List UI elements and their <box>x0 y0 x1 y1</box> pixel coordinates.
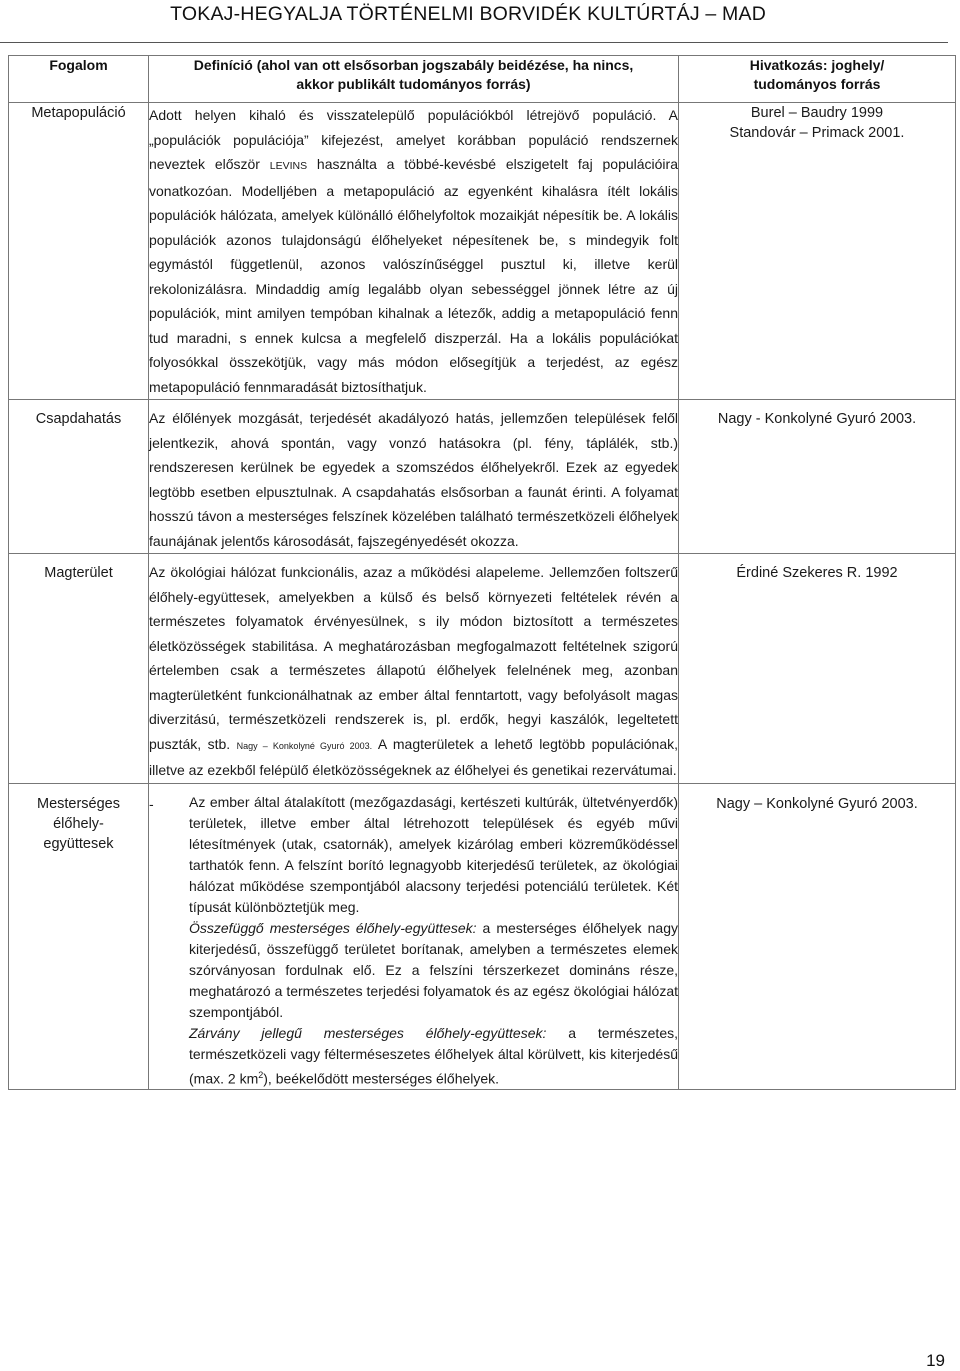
list-dash: - <box>149 795 154 812</box>
header-definition: Definíció (ahol van ott elsősorban jogszabály beidézése, ha nincs, akkor publikált tudományos forrás) <box>149 56 679 103</box>
table-row <box>9 554 956 784</box>
definitions-table <box>8 55 956 1090</box>
definition-magterulet: Az ökológiai hálózat funkcionális, azaz a működési alapeleme. Jellemzően foltszerű élőhely-együttesek, amelyekben a külső és belső környezeti feltételek révén a természetes folyamatok érvényesülnek, s ily módon biztosított a természetes életközösségek stabilitása. A meghatározásban megfogalmazott feltételnek szigorú értelemben csak a természetes állapotú élőhelyek felelnének meg, azonban magterületként funkcionálhatnak az ember által fenntartott, vagy befolyásolt magas diverzitású, természetközeli rendszerek is, pl. erdők, hegyi kaszálók, legeltetett puszták, stb. Nagy – Konkolyné Gyuró 2003. A magterületek a lehető legtöbb populációnak, illetve az ezekből felépülő életközösségeknek az élőhelyei és genetikai rezervátumai. <box>149 554 679 784</box>
definition-mesterseges-elohely-egyuttesek: - Az ember által átalakított (mezőgazdasági, kertészeti kultúrák, ültetvényerdők) területek, illetve ember által létrehozott települések és egyéb művi létesítmények (utak, csatornák), amelyek kizárólag emberi közreműködéssel tarthatók fenn. A felszínt borító legnagyobb kiterjedésű területek, az ökológiai hálózat működése szempontjából alacsony terjedési potenciálú területek. Két típusát különböztetjük meg. Összefüggő mesterséges élőhely-együttesek: a mesterséges élőhelyek nagy kiterjedésű, összefüggő területet borítanak, amelyben a természetes elemek szórványosan fordulnak elő. Ez a felszíni térszerkezet domináns része, meghatározó a természetes terjedési folyamatok és az egész ökológiai hálózat szempontjából. Zárvány jellegű mesterséges élőhely-együttesek: a természetes, természetközeli vagy félterméseszetes élőhelyek által körülvett, kis kiterjedésű (max. 2 $km^2$), beékelődött mesterséges élőhelyek. <box>149 783 679 1090</box>
term-csapdahatas: Csapdahatás <box>9 400 149 554</box>
table-header-row <box>9 56 956 103</box>
term-magterulet: Magterület <box>9 554 149 784</box>
header-reference: Hivatkozás: joghely/ tudományos forrás <box>679 56 956 103</box>
definition-metapopulacio: Adott helyen kihaló és visszatelepülő populációkból létrejövő populáció. A „populációk populációja” kifejezést, amelyet korábban populáció rendszernek neveztek először LEVINS használta a többé-kevésbé elszigetelt faj populációira vonatkozóan. Modelljében a metapopuláció az egyenként kihalásra ítélt lokális populációk hálózata, amelyek különálló élőhelyfoltok mozaikját népesítik be. A lokális populációk azonos tulajdonságú élőhelyeket népesítenek be, s mindegyik folt egymástól függetlenül, azonos valószínűséggel pusztul ki, illetve kerül rekolonizálásra. Mindaddig amíg legalább olyan sebességgel jönnek létre az új populációk, mint amilyen tempóban kihalnak a létezők, addig a metapopuláció fenn tud maradni, s ennek kulcsa a megfelelő diszperzál. Ha a lokális populációkat folyosókkal összekötjük, vagy más módon elősegítjük a terjedést, az egész metapopuláció fennmaradását biztosíthatjuk. <box>149 103 679 400</box>
inline-citation: Nagy – Konkolyné Gyuró 2003. <box>236 740 373 751</box>
reference-csapdahatas: Nagy - Konkolyné Gyuró 2003. <box>679 400 956 554</box>
reference-metapopulacio: Burel – Baudry 1999 Standovár – Primack 2001. <box>679 103 956 400</box>
reference-magterulet: Érdiné Szekeres R. 1992 <box>679 554 956 784</box>
page-header <box>0 0 948 43</box>
table-row <box>9 783 956 1090</box>
header-term: Fogalom <box>9 56 149 103</box>
definition-csapdahatas: Az élőlények mozgását, terjedését akadályozó hatás, jellemzően települések felől jelentkezik, ahová spontán, vagy vonzó hatásokra (pl. fény, táplálék, stb.) rendszeresen kerülnek be egyedek a szomszédos élőhelyekről. Ezek az egyedek legtöbb esetben elpusztulnak. A csapdahatás elsősorban a faunát érinti. A folyamat hosszú távon a mesterséges felszínek közelében található természetközeli élőhelyek faunájának jelentős károsodását, fajszegényedését okozza. <box>149 400 679 554</box>
table-row <box>9 103 956 400</box>
term-mesterseges-elohely-egyuttesek: Mesterséges élőhely- együttesek <box>9 783 149 1090</box>
term-metapopulacio: Metapopuláció <box>9 103 149 400</box>
reference-mesterseges-elohely-egyuttesek: Nagy – Konkolyné Gyuró 2003. <box>679 783 956 1090</box>
page-number: 19 <box>926 1351 945 1370</box>
document-running-title: TOKAJ-HEGYALJA TÖRTÉNELMI BORVIDÉK KULTÚRTÁJ – MAD <box>170 3 766 25</box>
table-row <box>9 400 956 554</box>
